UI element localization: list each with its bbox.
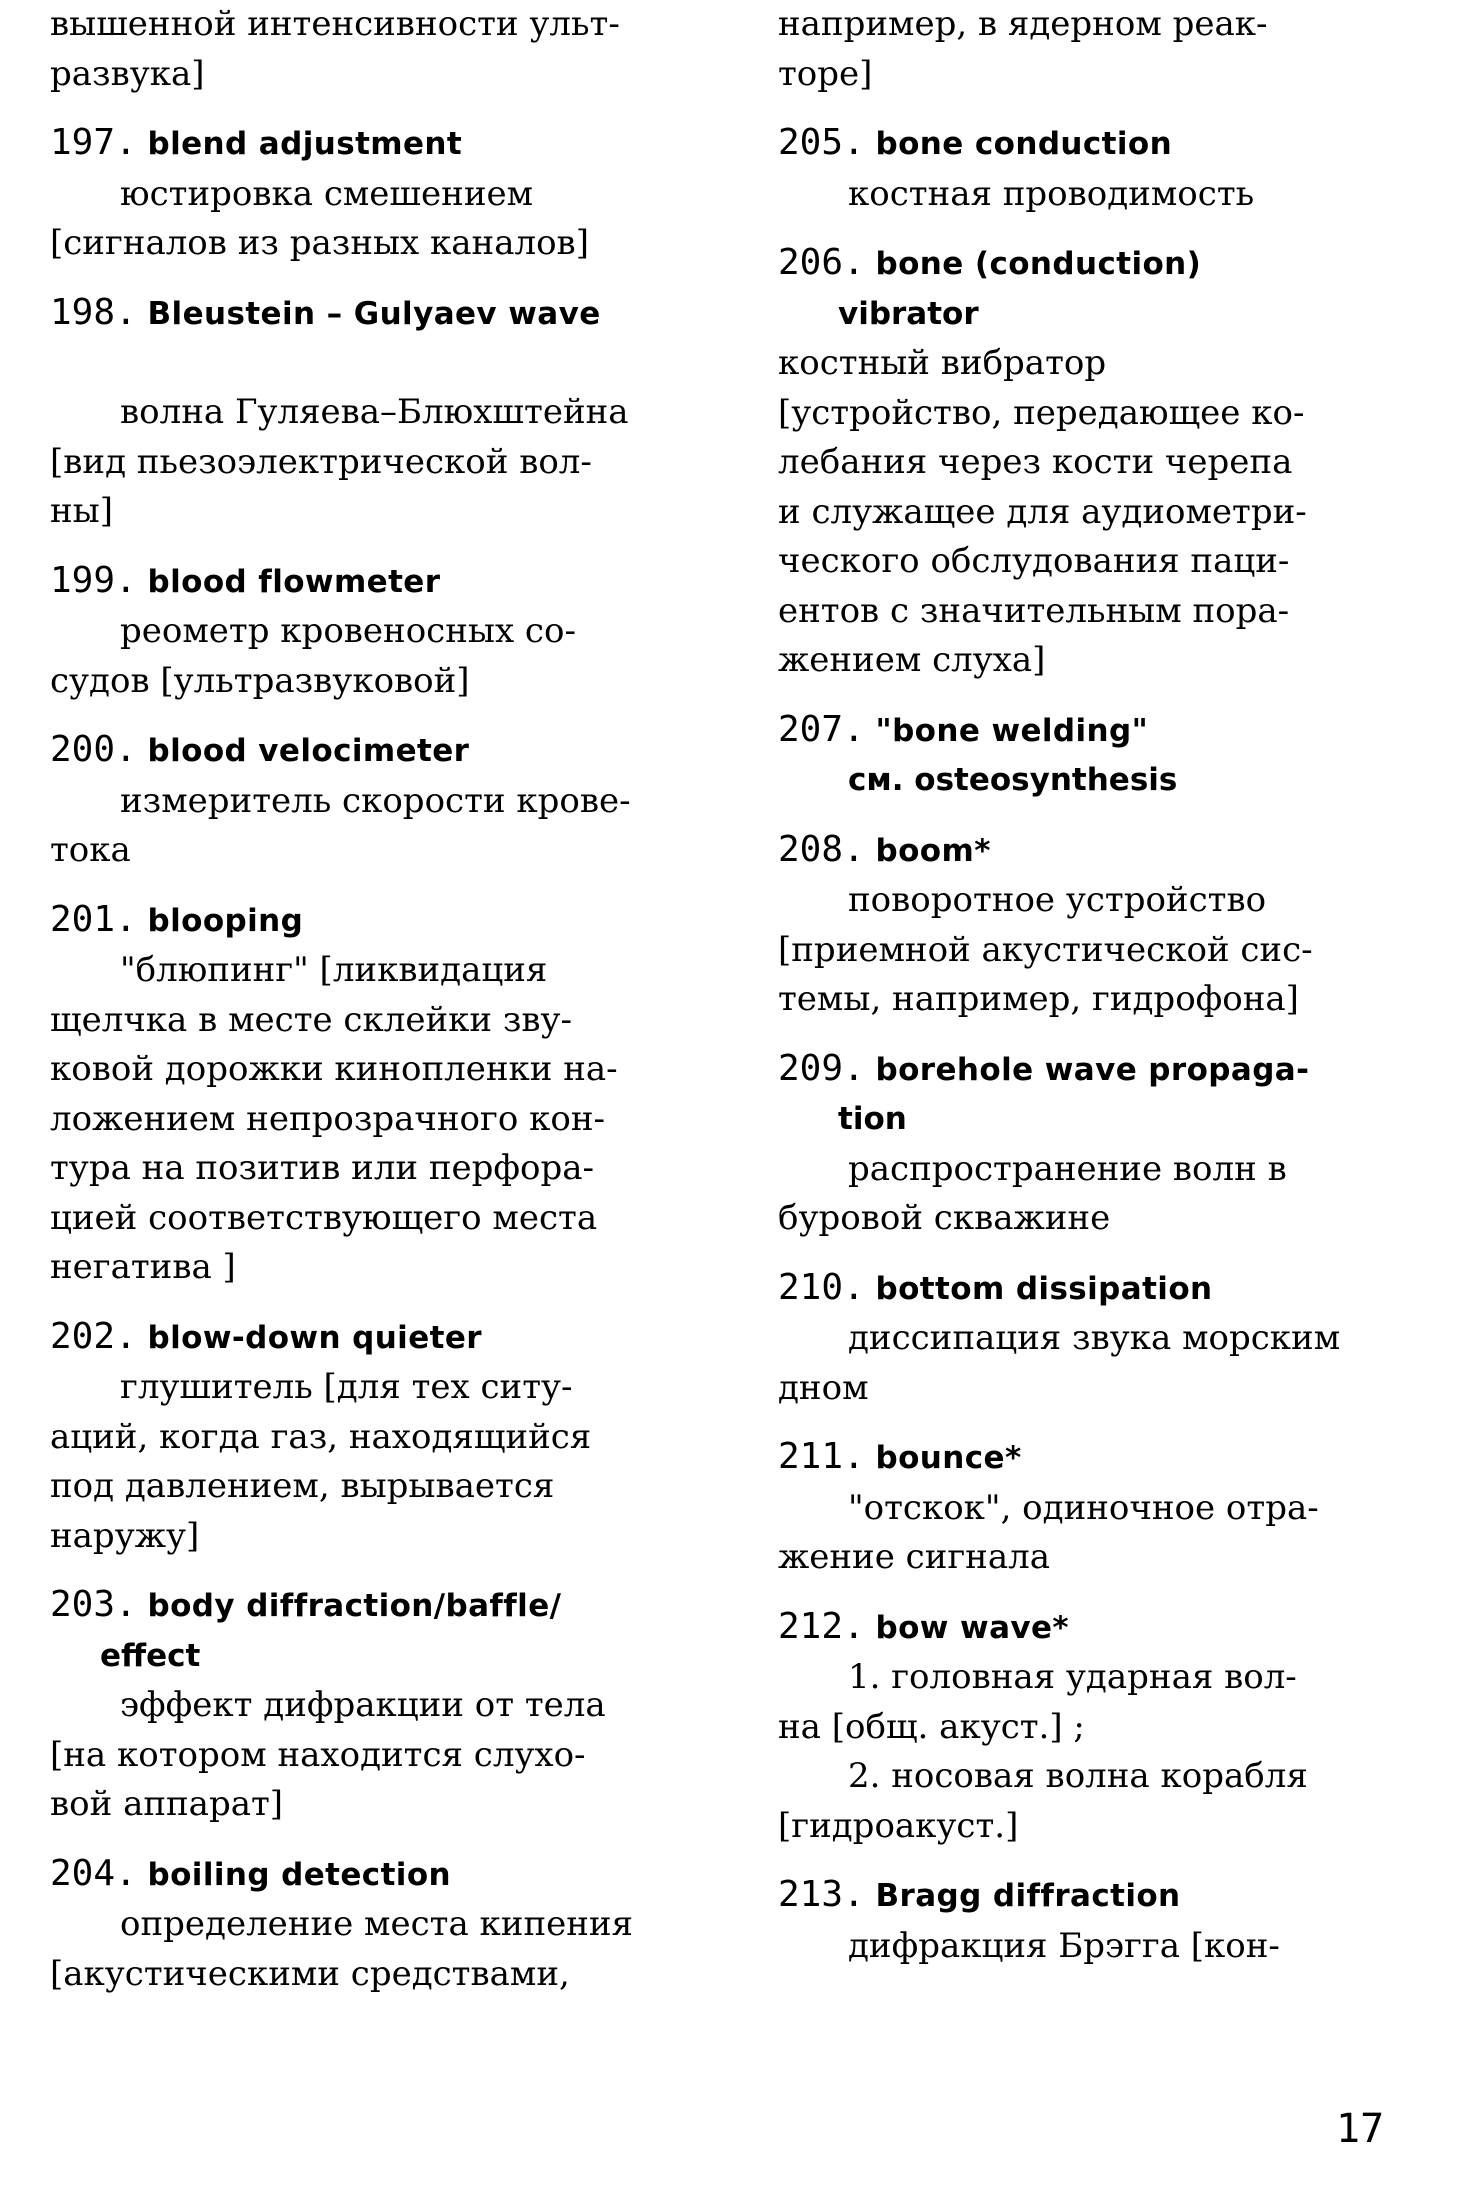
def-line: тока	[50, 830, 131, 870]
entry-term: borehole wave propaga-	[875, 1051, 1310, 1088]
def-line: развука]	[50, 53, 205, 94]
entry-term: boom*	[875, 832, 991, 869]
left-column	[50, 0, 718, 2018]
def-line: [приемной акустической сис-	[778, 929, 1313, 970]
def-line: ковой дорожки кинопленки на-	[50, 1049, 618, 1089]
entry-202	[50, 1312, 718, 1562]
entry-number: 209.	[778, 1047, 865, 1089]
def-line: диссипация звука морским	[848, 1318, 1341, 1358]
entry-number: 197.	[50, 122, 137, 163]
def-line: дном	[778, 1367, 869, 1408]
def-line: на [общ. акуст.] ;	[778, 1706, 1085, 1747]
def-line: 2. носовая волна корабля	[848, 1756, 1308, 1796]
def-line: наружу]	[50, 1515, 200, 1556]
entry-number: 205.	[778, 122, 865, 163]
def-line: распространение волн в	[848, 1148, 1287, 1189]
entry-206	[778, 238, 1410, 686]
def-line: цией соответствующего места	[50, 1197, 598, 1238]
entry-204	[50, 1849, 718, 2000]
def-line: "отскок", одиночное отра-	[848, 1487, 1319, 1528]
entry-number: 199.	[50, 559, 137, 601]
def-line: лебания через кости черепа	[778, 442, 1293, 482]
entry-term: blood flowmeter	[147, 563, 441, 600]
entry-number: 203.	[50, 1584, 137, 1625]
entry-term: body diffraction/baffle/	[147, 1588, 562, 1624]
entry-210	[778, 1263, 1410, 1414]
def-line: реометр кровеносных со-	[120, 611, 576, 651]
entry-209	[778, 1044, 1410, 1244]
entry-number: 202.	[50, 1315, 137, 1357]
def-line: поворотное устройство	[848, 880, 1267, 920]
def-line: юстировка смешением	[120, 173, 534, 214]
entry-number: 208.	[778, 828, 865, 870]
def-line: вой аппарат]	[50, 1784, 284, 1824]
entry-term: bottom dissipation	[875, 1270, 1213, 1307]
entry-number: 210.	[778, 1266, 865, 1308]
entry-term: bone (conduction)	[875, 246, 1202, 282]
def-line: жением слуха]	[778, 640, 1046, 680]
entry-number: 204.	[50, 1852, 137, 1894]
def-line: глушитель [для тех ситу-	[120, 1367, 573, 1407]
def-line: волна Гуляева–Блюхштейна	[120, 392, 629, 432]
left-intro	[50, 0, 718, 99]
entry-number: 211.	[778, 1436, 865, 1477]
def-line: торе]	[778, 53, 873, 94]
def-line: ложением непрозрачного кон-	[50, 1098, 605, 1139]
entry-201	[50, 895, 718, 1293]
def-line: буровой скважине	[778, 1198, 1111, 1238]
entry-term: Bleustein – Gulyaev wave	[147, 295, 601, 332]
entry-number: 213.	[778, 1874, 865, 1915]
entry-211	[778, 1432, 1410, 1583]
entry-term: Bragg diffraction	[875, 1878, 1181, 1914]
def-line: негатива ]	[50, 1247, 236, 1287]
entry-203	[50, 1580, 718, 1830]
def-line: ны]	[50, 491, 113, 531]
entry-term-continuation: effect	[100, 1637, 201, 1674]
entry-term: bone conduction	[875, 126, 1173, 162]
def-line: определение места кипения	[120, 1904, 634, 1944]
entry-212	[778, 1602, 1410, 1852]
def-line: например, в ядерном реак-	[778, 4, 1268, 44]
def-line: дифракция Брэгга [кон-	[848, 1925, 1280, 1966]
def-line: "блюпинг" [ликвидация	[120, 950, 548, 990]
def-line: тура на позитив или перфора-	[50, 1148, 595, 1188]
def-line: [вид пьезоэлектрической вол-	[50, 441, 592, 482]
page-number: 17	[1336, 2106, 1385, 2152]
def-line: [сигналов из разных каналов]	[50, 223, 589, 263]
def-line: [устройство, передающее ко-	[778, 392, 1305, 433]
entry-205	[778, 118, 1410, 219]
def-line: костный вибратор	[778, 343, 1107, 383]
def-line: щелчка в месте склейки зву-	[50, 999, 573, 1040]
def-line: [гидроакуст.]	[778, 1805, 1019, 1846]
entry-term-continuation: tion	[838, 1101, 907, 1137]
entry-number: 212.	[778, 1605, 865, 1647]
def-line: эффект дифракции от тела	[120, 1685, 606, 1725]
entry-number: 206.	[778, 242, 865, 283]
def-line: аций, когда газ, находящийся	[50, 1416, 592, 1457]
entry-199	[50, 556, 718, 707]
entry-213	[778, 1870, 1410, 1971]
entry-number: 200.	[50, 729, 137, 770]
def-line: ческого обслудования паци-	[778, 541, 1290, 581]
entry-term: blend adjustment	[147, 126, 463, 162]
def-line: ентов с значительным пора-	[778, 590, 1290, 631]
entry-term: blow-down quieter	[147, 1319, 482, 1356]
entry-number: 207.	[778, 708, 865, 750]
def-line: жение сигнала	[778, 1537, 1050, 1577]
entry-term: bounce*	[875, 1440, 1022, 1476]
right-intro	[778, 0, 1410, 99]
entry-number: 201.	[50, 898, 137, 940]
entry-term: blood velocimeter	[147, 733, 470, 769]
entry-term-continuation: vibrator	[838, 295, 979, 332]
def-line: костная проводимость	[848, 173, 1255, 214]
entry-208	[778, 825, 1410, 1025]
def-line: темы, например, гидрофона]	[778, 979, 1299, 1019]
entry-200	[50, 725, 718, 876]
def-line: измеритель скорости крове-	[120, 780, 631, 821]
def-line: вышенной интенсивности ульт-	[50, 4, 620, 44]
entry-197	[50, 118, 718, 269]
entry-198	[50, 288, 718, 537]
entry-207	[778, 705, 1410, 806]
entry-term: "bone welding"	[875, 712, 1149, 749]
entry-term: bow wave*	[875, 1609, 1070, 1646]
entry-number: 198.	[50, 291, 137, 333]
right-column	[778, 0, 1410, 1990]
entry-term: boiling detection	[147, 1856, 451, 1893]
entry-term: blooping	[147, 902, 304, 939]
def-line: [на котором находится слухо-	[50, 1734, 586, 1775]
def-line: и служащее для аудиометри-	[778, 491, 1307, 532]
def-line: 1. головная ударная вол-	[848, 1657, 1297, 1697]
def-line: под давлением, вырывается	[50, 1466, 555, 1506]
def-line: см. osteosynthesis	[848, 762, 1178, 798]
def-line: судов [ультразвуковой]	[50, 660, 470, 701]
def-line: [акустическими средствами,	[50, 1953, 570, 1994]
